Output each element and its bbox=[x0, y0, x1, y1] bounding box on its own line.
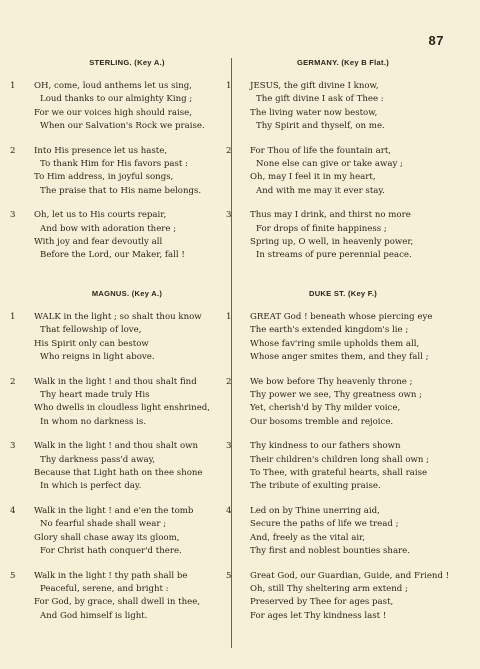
verse bbox=[226, 440, 448, 494]
verse-line bbox=[226, 376, 448, 389]
verse bbox=[226, 80, 448, 134]
verse-line: Preserved by Thee for ages past, bbox=[250, 597, 394, 608]
verse-line-text: Walk in the light ! and e'en the tomb bbox=[34, 505, 194, 516]
verse-line: The earth's extended kingdom's lie ; bbox=[250, 325, 409, 336]
verse-number: 2 bbox=[226, 145, 232, 156]
verse-number: 1 bbox=[226, 312, 232, 322]
hymn-tune-header: GERMANY. (Key B Flat.) bbox=[296, 58, 390, 67]
verse-line: Thy Spirit and thyself, on me. bbox=[256, 121, 385, 132]
hymn bbox=[10, 58, 232, 274]
verse-line: And with me may it ever stay. bbox=[256, 185, 385, 196]
verse-line: Spring up, O well, in heavenly power, bbox=[250, 237, 414, 248]
verse-line-text: WALK in the light ; so shalt thou know bbox=[34, 312, 202, 322]
verse-line: Oh, may I feel it in my heart, bbox=[250, 172, 376, 183]
verse-number: 3 bbox=[226, 210, 232, 221]
page-number: 87 bbox=[428, 33, 444, 48]
verse-line-text: Led on by Thine unerring aid, bbox=[250, 505, 380, 516]
verse-line: To Him address, in joyful songs, bbox=[34, 172, 174, 183]
verse-line-text: Into His presence let us haste, bbox=[34, 145, 168, 156]
verse-line: The praise that to His name belongs. bbox=[40, 185, 202, 196]
verse-line bbox=[226, 209, 448, 222]
verse-line: For ages let Thy kindness last ! bbox=[250, 610, 387, 621]
verse-number: 1 bbox=[10, 81, 16, 91]
verse-line: And, freely as the vital air, bbox=[250, 532, 365, 543]
verse-line: None else can give or take away ; bbox=[256, 159, 403, 170]
verse-line: Our bosoms tremble and rejoice. bbox=[250, 416, 394, 427]
verse bbox=[10, 311, 232, 365]
verse bbox=[226, 209, 448, 263]
verse-line: Before the Lord, our Maker, fall ! bbox=[40, 250, 185, 261]
verse-line: The gift divine I ask of Thee : bbox=[256, 94, 384, 105]
verse-line-text: JESUS, the gift divine I know, bbox=[250, 81, 379, 91]
verse bbox=[10, 145, 232, 199]
verse-line: For Christ hath conquer'd there. bbox=[40, 546, 182, 557]
verse-line: Loud thanks to our almighty King ; bbox=[40, 94, 193, 105]
verse-line bbox=[10, 440, 232, 453]
verse-line: For we our voices high should raise, bbox=[34, 107, 192, 118]
verse-line: His Spirit only can bestow bbox=[34, 338, 149, 349]
verse-line: When our Salvation's Rock we praise. bbox=[40, 121, 205, 132]
verse-line-text: For Thou of life the fountain art, bbox=[250, 145, 392, 156]
verse bbox=[226, 145, 448, 199]
verse-number: 1 bbox=[226, 81, 232, 91]
verse-line: Who dwells in cloudless light enshrined, bbox=[34, 403, 211, 414]
verse-number: 2 bbox=[10, 145, 16, 156]
verse-number: 3 bbox=[226, 441, 232, 452]
verse-line: The tribute of exulting praise. bbox=[250, 481, 381, 492]
verse-line: To thank Him for His favors past : bbox=[40, 159, 188, 170]
verse-line: Whose anger smites them, and they fall ; bbox=[250, 352, 429, 363]
verse-line: For God, by grace, shall dwell in thee, bbox=[34, 597, 201, 608]
verse-line: Yet, cherish'd by Thy milder voice, bbox=[250, 403, 401, 414]
verse-line bbox=[226, 311, 448, 324]
verse-line: Their children's children long shall own ; bbox=[250, 454, 430, 465]
verse-line: Secure the paths of life we tread ; bbox=[250, 519, 399, 530]
verse-line-text: Walk in the light ! and thou shalt own bbox=[34, 441, 199, 452]
hymn-tune-header: STERLING. (Key A.) bbox=[89, 58, 165, 67]
verse bbox=[10, 209, 232, 263]
verse bbox=[10, 376, 232, 430]
verse-line-text: Oh, let us to His courts repair, bbox=[34, 210, 167, 221]
verse-line-text: Walk in the light ! thy path shall be bbox=[34, 570, 188, 581]
verse-line bbox=[226, 80, 448, 93]
verse-line bbox=[10, 505, 232, 518]
verse-line: The living water now bestow, bbox=[250, 107, 378, 118]
verse-line: Who reigns in light above. bbox=[40, 352, 155, 363]
verse bbox=[226, 376, 448, 430]
hymn bbox=[226, 289, 450, 634]
verse-line: And God himself is light. bbox=[40, 610, 148, 621]
verse-line: Thy darkness pass'd away, bbox=[40, 454, 156, 465]
verse-line: With joy and fear devoutly all bbox=[34, 237, 163, 248]
verse bbox=[226, 570, 450, 624]
verse-line bbox=[226, 505, 448, 518]
verse-line: Thy power we see, Thy greatness own ; bbox=[250, 390, 423, 401]
verse-line: In which is perfect day. bbox=[40, 481, 142, 492]
verse-line: Peaceful, serene, and bright : bbox=[40, 583, 169, 594]
verse-line bbox=[10, 209, 232, 222]
verse-line: Glory shall chase away its gloom, bbox=[34, 532, 180, 543]
verse-line-text: We bow before Thy heavenly throne ; bbox=[250, 376, 413, 387]
verse-line-text: GREAT God ! beneath whose piercing eye bbox=[250, 312, 433, 322]
hymn-tune-header: DUKE ST. (Key F.) bbox=[308, 289, 378, 298]
verse bbox=[226, 311, 448, 365]
verse-number: 5 bbox=[10, 570, 16, 581]
verse-number: 3 bbox=[10, 441, 16, 452]
verse-line: In whom no darkness is. bbox=[40, 416, 147, 427]
verse-number: 4 bbox=[10, 505, 16, 516]
verse-line-text: Walk in the light ! and thou shalt find bbox=[34, 376, 197, 387]
verse-line bbox=[10, 570, 232, 583]
verse-line bbox=[10, 311, 232, 324]
verse-number: 2 bbox=[226, 376, 232, 387]
verse-line-text: OH, come, loud anthems let us sing, bbox=[34, 81, 193, 91]
verse-line bbox=[226, 440, 448, 453]
verse-line: Whose fav'ring smile upholds them all, bbox=[250, 338, 420, 349]
verse-line bbox=[10, 376, 232, 389]
verse-line bbox=[226, 570, 450, 583]
verse-line-text: Great God, our Guardian, Guide, and Friend ! bbox=[250, 570, 450, 581]
verse-number: 3 bbox=[10, 210, 16, 221]
verse-number: 5 bbox=[226, 570, 232, 581]
verse-line: Because that Light hath on thee shone bbox=[34, 468, 203, 479]
verse bbox=[10, 80, 232, 134]
hymn bbox=[10, 289, 232, 634]
verse-line-text: Thy kindness to our fathers shown bbox=[250, 441, 401, 452]
verse-line bbox=[10, 145, 232, 158]
verse-line-text: Thus may I drink, and thirst no more bbox=[250, 210, 411, 221]
verse-line bbox=[10, 80, 232, 93]
verse bbox=[10, 505, 232, 559]
verse-number: 2 bbox=[10, 376, 16, 387]
verse-number: 4 bbox=[226, 505, 232, 516]
verse-line: Thy heart made truly His bbox=[40, 390, 150, 401]
verse-line: In streams of pure perennial peace. bbox=[256, 250, 412, 261]
verse-line: That fellowship of love, bbox=[40, 325, 142, 336]
verse-line: Oh, still Thy sheltering arm extend ; bbox=[250, 583, 408, 594]
verse-line bbox=[226, 145, 448, 158]
verse-line: To Thee, with grateful hearts, shall raise bbox=[250, 468, 428, 479]
hymn bbox=[226, 58, 448, 274]
verse-line: Thy first and noblest bounties share. bbox=[250, 546, 410, 557]
verse-line: And bow with adoration there ; bbox=[40, 223, 177, 234]
hymn-tune-header: MAGNUS. (Key A.) bbox=[91, 289, 163, 298]
verse bbox=[226, 505, 448, 559]
verse bbox=[10, 570, 232, 624]
verse bbox=[10, 440, 232, 494]
verse-line: No fearful shade shall wear ; bbox=[40, 519, 167, 530]
verse-line: For drops of finite happiness ; bbox=[256, 223, 387, 234]
verse-number: 1 bbox=[10, 312, 16, 322]
